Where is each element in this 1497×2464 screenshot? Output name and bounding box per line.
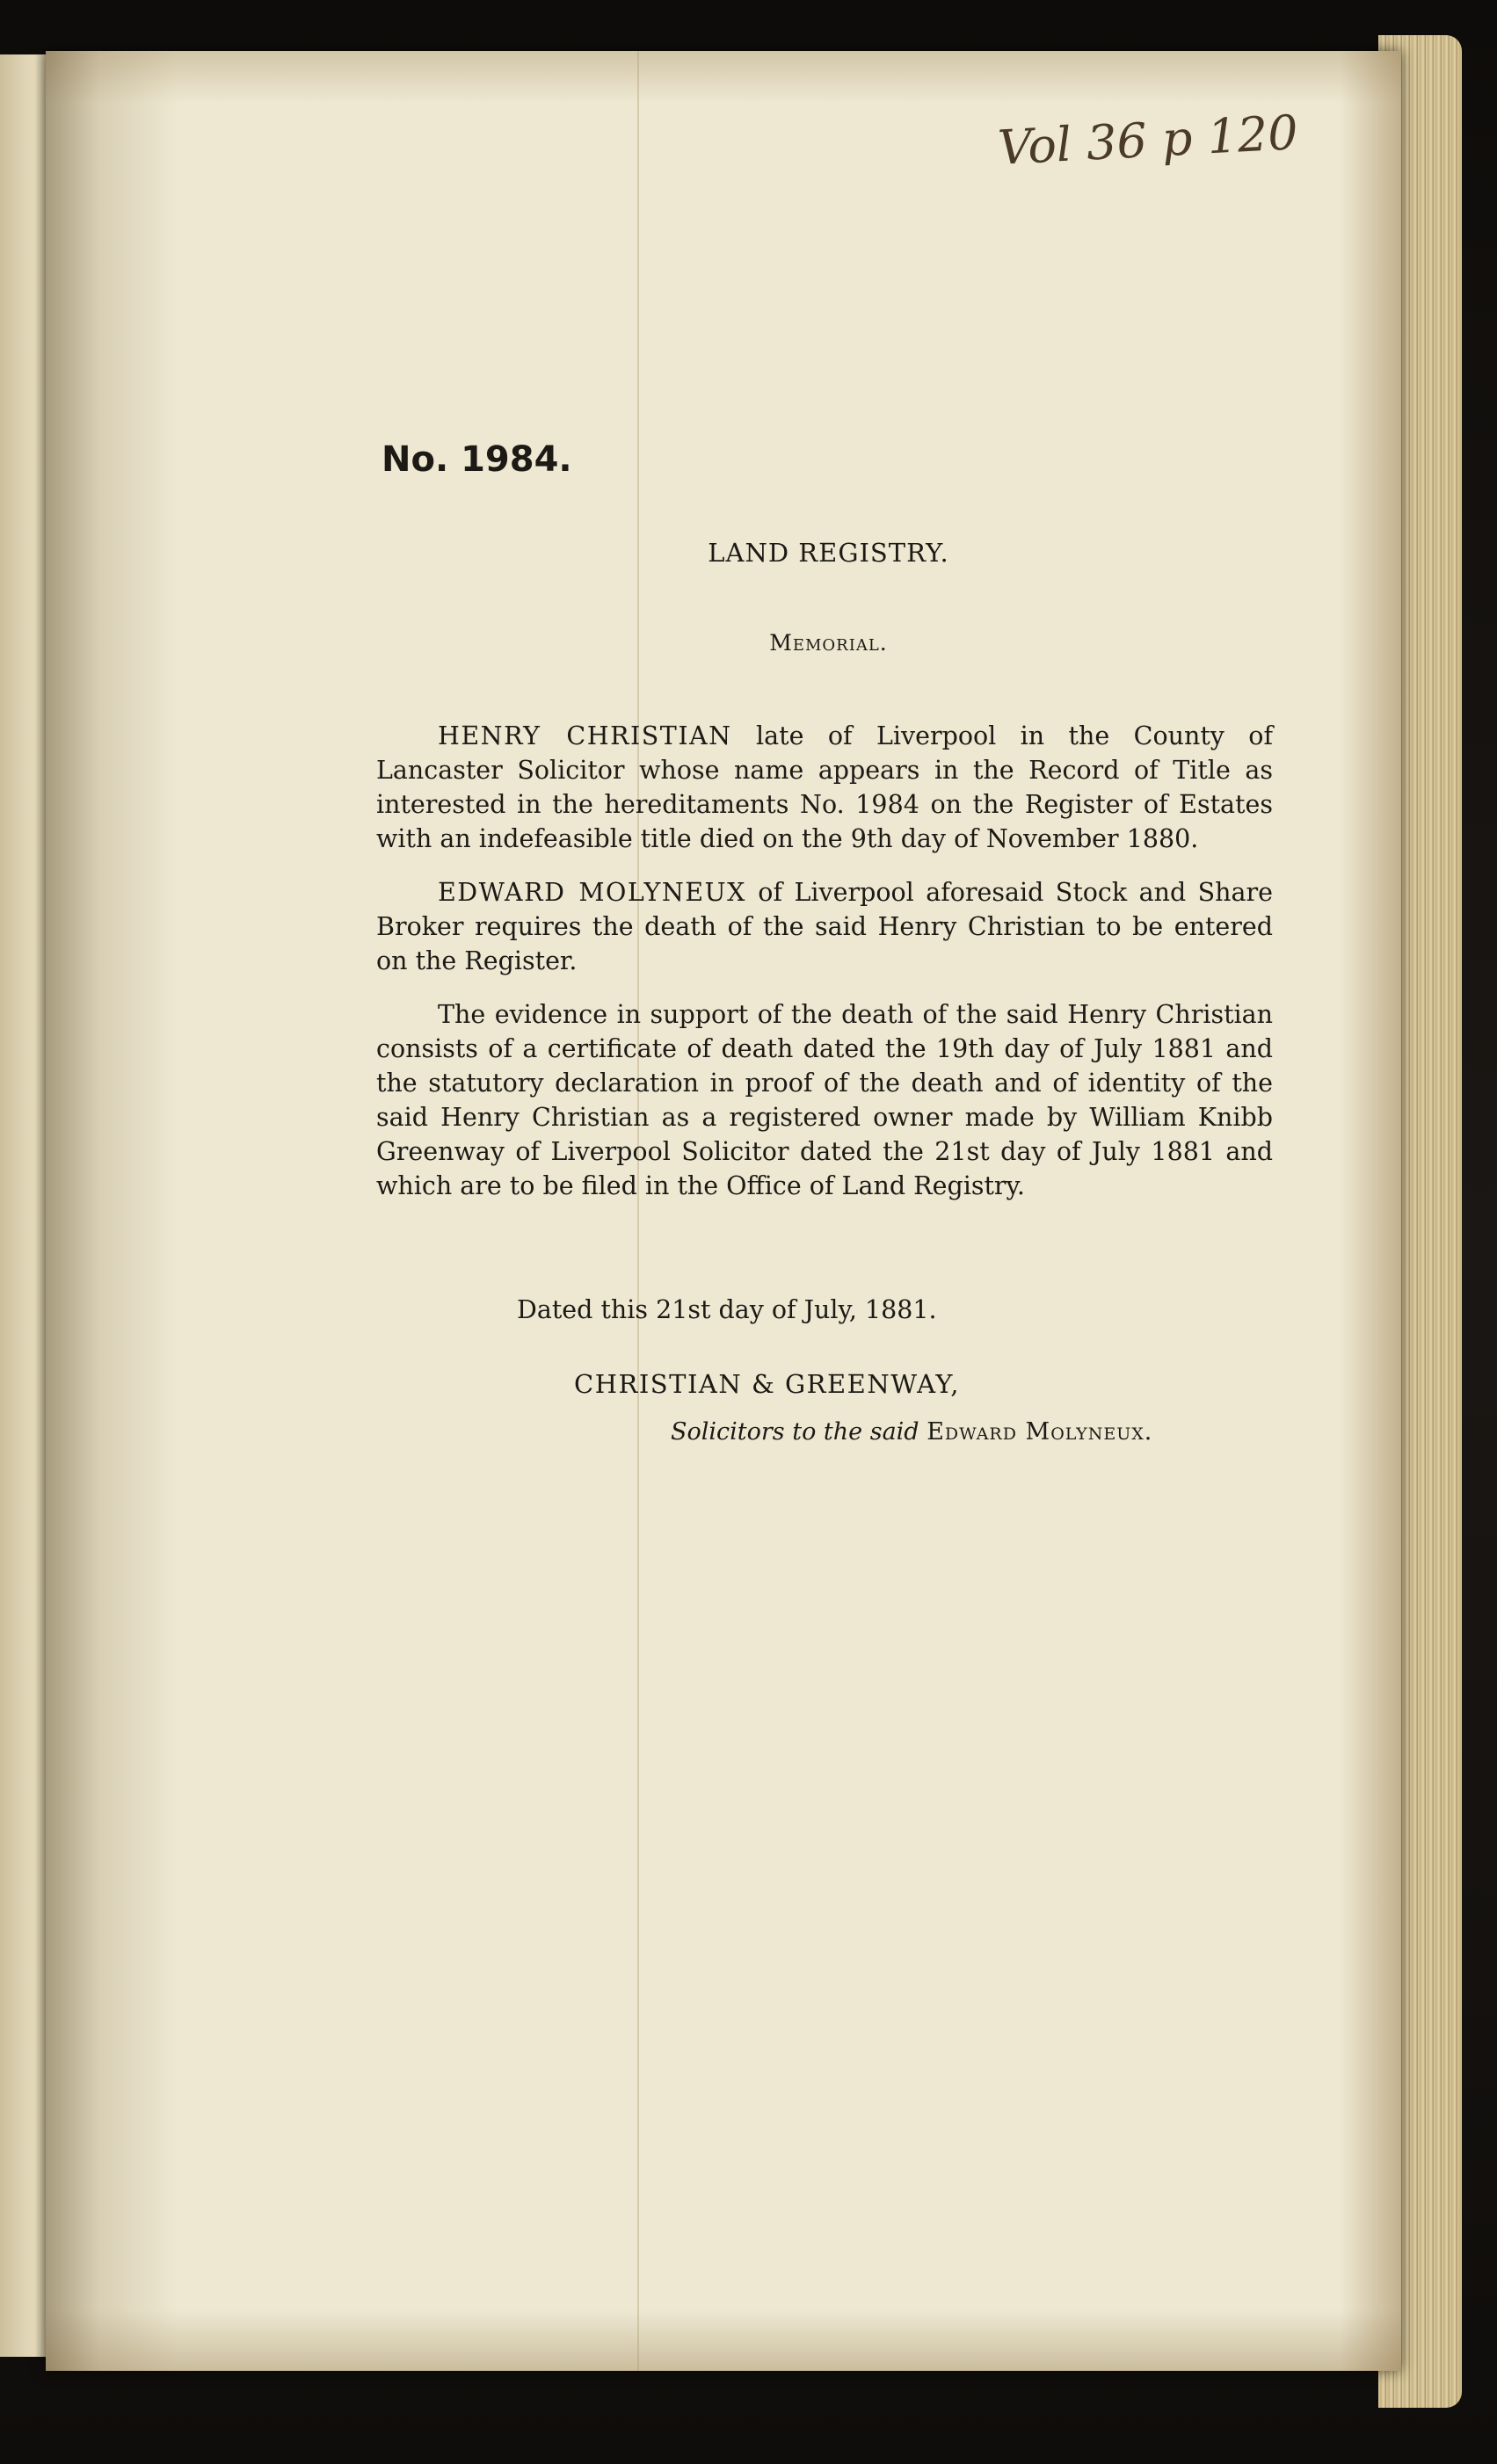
paragraph-3-text: The evidence in support of the death of the said Henry Christian consists of a certificate of death dated the 19th day of July 1881 and the statutory declaration in proof of the death and of identity of the said Henry Christian as a registered owner made by William Knibb Greenway of Liverpool Solicitor dated the 21st day of July 1881 and which are to be filed in the Office of Land Registry. xyxy=(376,1000,1273,1200)
signature-role-line xyxy=(671,1418,1152,1446)
paragraph-2-lead: EDWARD MOLYNEUX xyxy=(438,878,746,907)
paragraph-3 xyxy=(376,997,1273,1203)
paragraph-2 xyxy=(376,875,1273,978)
role-text: Solicitors to the said xyxy=(671,1418,919,1446)
paragraph-1-text: late of Liverpool in the County of Lancaster Solicitor whose name appears in the Record of Title as interested in the hereditaments No. 1984 on the Register of Estates with an indefeasible title died on the 9th day of November 1880. xyxy=(376,721,1273,853)
paragraph-1-lead: HENRY CHRISTIAN xyxy=(438,721,732,750)
handwritten-annotation: Vol 36 p 120 xyxy=(996,105,1300,176)
document-number: No. 1984. xyxy=(382,439,572,480)
client-name: Edward Molyneux. xyxy=(927,1418,1153,1446)
dated-line: Dated this 21st day of July, 1881. xyxy=(517,1295,937,1324)
paragraph-1 xyxy=(376,719,1273,856)
memorial-body xyxy=(376,719,1273,1222)
firm-name: CHRISTIAN & GREENWAY, xyxy=(574,1369,960,1399)
document-title: LAND REGISTRY. xyxy=(708,538,949,568)
document-subtitle: Memorial. xyxy=(769,630,888,656)
paragraph-2-text: of Liverpool aforesaid Stock and Share Broker requires the death of the said Henry Christian to be entered on the Register. xyxy=(376,878,1273,975)
